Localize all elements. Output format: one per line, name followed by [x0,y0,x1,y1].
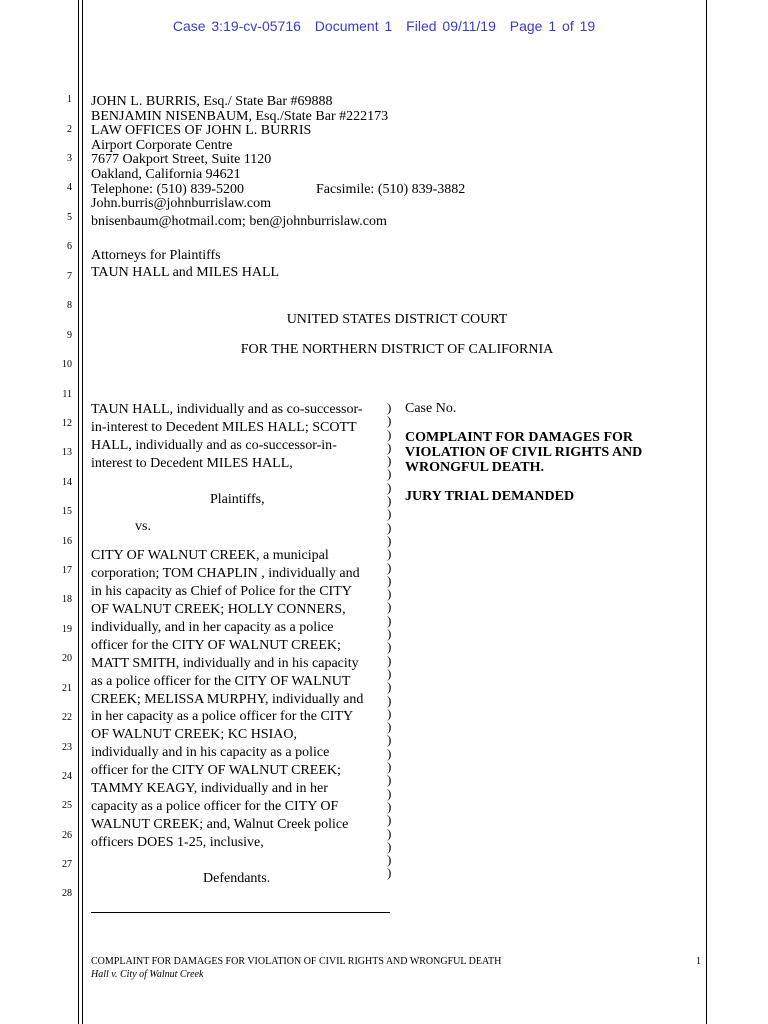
court-district: FOR THE NORTHERN DISTRICT OF CALIFORNIA [240,342,554,357]
telephone: Telephone: (510) 839-5200 [91,181,244,197]
case-number: Case 3:19-cv-05716 [172,18,301,34]
defendant-line: OF WALNUT CREEK; KC HSIAO, [91,727,297,743]
case-no-label: Case No. [405,401,457,416]
plaintiff-line: TAUN HALL, individually and as co-successor- [91,402,363,417]
complaint-title-line: VIOLATION OF CIVIL RIGHTS AND [405,445,643,460]
line-number: 2 [67,124,72,135]
attorney-line: 7677 Oakport Street, Suite 1120 [91,152,272,168]
complaint-title-line: WRONGFUL DEATH. [405,460,544,475]
facsimile: Facsimile: (510) 839-3882 [316,181,466,197]
plaintiffs-label: Plaintiffs, [210,491,265,507]
email-line: John.burris@johnburrislaw.com [91,196,271,212]
page-indicator: Page 1 of 19 [509,18,596,34]
plaintiff-line: in-interest to Decedent MILES HALL; SCOTT [91,419,357,435]
line-number: 14 [62,477,72,488]
defendant-line: officer for the CITY OF WALNUT CREEK; [91,637,341,653]
line-number: 13 [62,447,72,458]
line-number: 16 [62,536,72,547]
document-number: Document 1 [314,18,393,34]
caption-underline [91,912,390,913]
defendant-line: CITY OF WALNUT CREEK, a municipal [91,548,329,564]
defendant-line: officer for the CITY OF WALNUT CREEK; [91,763,341,779]
attorneys-for-block [91,249,279,280]
defendant-line: in his capacity as Chief of Police for the CITY [91,584,352,600]
defendant-line: OF WALNUT CREEK; HOLLY CONNERS, [91,602,346,618]
email-line: bnisenbaum@hotmail.com; ben@johnburrislaw.com [91,213,387,229]
case-header [0,18,768,34]
line-number: 20 [62,653,72,664]
line-number: 27 [62,859,72,870]
line-number: 24 [62,771,72,782]
phone-fax-line [91,181,466,198]
attorney-line: BENJAMIN NISENBAUM, Esq./State Bar #222173 [91,108,389,124]
line-number: 4 [67,182,72,193]
versus: vs. [135,519,151,535]
defendant-line: corporation; TOM CHAPLIN , individually and [91,566,360,582]
line-number: 1 [67,94,72,105]
line-number: 21 [62,683,72,694]
attorney-line: Airport Corporate Centre [91,137,233,153]
line-number: 23 [62,742,72,753]
defendant-line: officers DOES 1-25, inclusive, [91,834,264,850]
defendant-line: in her capacity as a police officer for the CITY [91,709,354,725]
line-number: 6 [67,241,72,252]
footer-short-caption: Hall v. City of Walnut Creek [91,969,204,980]
right-margin-rule [706,0,707,1024]
defendant-line: as a police officer for the CITY OF WALNUT [91,673,351,689]
line-number: 26 [62,830,72,841]
line-number: 7 [67,271,72,282]
line-number: 15 [62,506,72,517]
line-number: 10 [62,359,72,370]
line-number: 12 [62,418,72,429]
line-number: 28 [62,888,72,899]
complaint-title-line: COMPLAINT FOR DAMAGES FOR [405,430,634,445]
jury-demand: JURY TRIAL DEMANDED [405,489,575,504]
defendant-line: individually, and in her capacity as a police [91,619,334,635]
court-name: UNITED STATES DISTRICT COURT [286,312,508,327]
line-number: 19 [62,624,72,635]
caption-bracket: ) ) ) ) ) ) ) ) ) ) ) ) ) ) ) ) ) ) ) ) ) ) ) ) ) ) ) ) ) ) ) ) ) ) ) ) [387,400,392,881]
attorneys-for-label: Attorneys for Plaintiffs [91,248,221,263]
line-number: 25 [62,800,72,811]
complaint-title [405,430,705,475]
filed-date: Filed 09/11/19 [406,18,496,34]
left-margin-rule-outer [78,0,79,1024]
defendant-line: TAMMY KEAGY, individually and in her [91,781,328,797]
line-number: 22 [62,712,72,723]
line-number: 3 [67,153,72,164]
defendants-label: Defendants. [203,870,271,886]
line-number: 11 [62,389,72,400]
defendant-line: WALNUT CREEK; and, Walnut Creek police [91,816,349,832]
defendant-line: CREEK; MELISSA MURPHY, individually and [91,691,364,707]
attorney-line: JOHN L. BURRIS, Esq./ State Bar #69888 [91,94,333,109]
case-caption [91,401,387,888]
attorney-line: LAW OFFICES OF JOHN L. BURRIS [91,123,312,139]
footer-title: COMPLAINT FOR DAMAGES FOR VIOLATION OF CIVIL RIGHTS AND WRONGFUL DEATH [91,956,502,967]
defendant-line: MATT SMITH, individually and in his capacity [91,655,359,671]
line-number: 8 [67,300,72,311]
plaintiff-line: interest to Decedent MILES HALL, [91,455,293,471]
line-number: 5 [67,212,72,223]
plaintiff-line: HALL, individually and as co-successor-in- [91,437,337,453]
line-number: 18 [62,594,72,605]
line-number: 17 [62,565,72,576]
defendant-line: individually and in his capacity as a police [91,745,330,761]
attorney-line: Oakland, California 94621 [91,166,241,182]
line-number: 9 [67,330,72,341]
attorney-block [91,94,466,229]
footer-page-number: 1 [696,956,701,967]
defendant-line: capacity as a police officer for the CITY OF [91,799,339,815]
attorneys-for-names: TAUN HALL and MILES HALL [91,264,280,280]
left-margin-rule-inner [82,0,83,1024]
